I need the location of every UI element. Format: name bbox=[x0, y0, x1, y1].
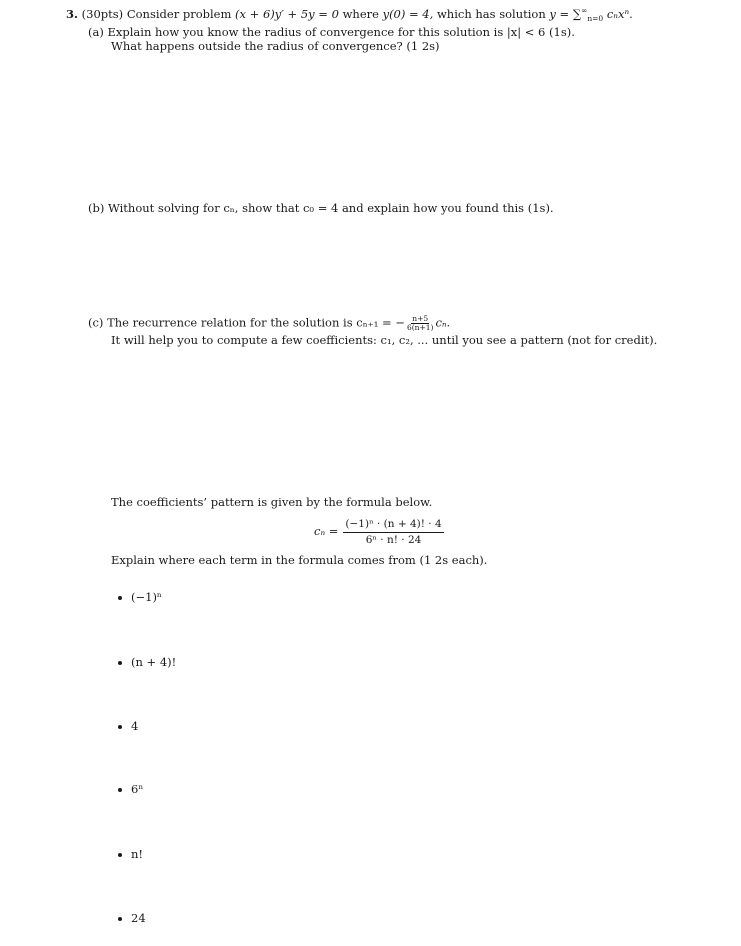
bullet-icon bbox=[118, 917, 122, 921]
part-c-label: (c) bbox=[88, 315, 104, 330]
problem-statement bbox=[66, 6, 633, 23]
part-a-question1: Explain how you know the radius of convergence for this solution is |x| < 6 (1s). bbox=[107, 25, 575, 39]
initial-condition: y(0) = 4, bbox=[382, 6, 434, 21]
part-b bbox=[88, 202, 554, 216]
term-label: (n + 4)! bbox=[131, 655, 177, 669]
sum-lower-limit: n=0 bbox=[587, 14, 604, 24]
recurrence-fraction bbox=[407, 315, 434, 332]
bullet-icon bbox=[118, 661, 122, 665]
bullet-icon bbox=[118, 725, 122, 729]
problem-points: (30pts) bbox=[81, 6, 124, 21]
recurrence-denominator: 6(n+1) bbox=[406, 322, 434, 332]
list-item bbox=[118, 783, 143, 797]
formula-denominator: 6ⁿ · n! · 24 bbox=[365, 533, 422, 546]
bullet-icon bbox=[118, 788, 122, 792]
term-label: 24 bbox=[131, 911, 146, 925]
part-a-question2: What happens outside the radius of convergence? (1 2s) bbox=[111, 39, 440, 53]
term-label: 6ⁿ bbox=[131, 782, 144, 796]
problem-text-pre: Consider problem bbox=[126, 6, 232, 21]
list-item bbox=[118, 848, 143, 862]
list-item bbox=[118, 656, 176, 670]
recurrence-text: The recurrence relation for the solution is cₙ₊₁ = − bbox=[107, 315, 405, 330]
list-item bbox=[118, 591, 162, 605]
formula-numerator: (−1)ⁿ · (n + 4)! · 4 bbox=[343, 518, 443, 533]
part-a-line1 bbox=[88, 26, 575, 40]
solution-term: cₙxⁿ. bbox=[606, 6, 633, 21]
sum-upper-limit: ∞ bbox=[581, 6, 588, 15]
coefficient-formula bbox=[314, 518, 444, 546]
problem-text-mid: which has solution bbox=[436, 6, 546, 21]
list-item bbox=[118, 720, 138, 734]
part-c-hint: It will help you to compute a few coefficients: c₁, c₂, ... until you see a pattern (not for credit). bbox=[111, 333, 658, 347]
part-c-line1 bbox=[88, 315, 450, 332]
formula-lhs: cₙ = bbox=[314, 524, 339, 539]
formula-fraction bbox=[343, 518, 443, 546]
part-b-question: Without solving for cₙ, show that c₀ = 4 and explain how you found this (1s). bbox=[108, 201, 554, 215]
list-item bbox=[118, 912, 146, 926]
term-label: 4 bbox=[131, 719, 139, 733]
pattern-intro: The coefficients’ pattern is given by the formula below. bbox=[111, 495, 433, 509]
bullet-icon bbox=[118, 853, 122, 857]
term-label: n! bbox=[131, 847, 144, 861]
part-a-label: (a) bbox=[88, 25, 104, 39]
problem-number: 3. bbox=[66, 6, 79, 21]
solution-sum: y = ∑ bbox=[549, 6, 582, 21]
explain-instruction: Explain where each term in the formula comes from (1 2s each). bbox=[111, 553, 488, 567]
problem-equation: (x + 6)y′ + 5y = 0 bbox=[235, 6, 339, 21]
recurrence-term: cₙ. bbox=[435, 315, 451, 330]
part-b-label: (b) bbox=[88, 201, 105, 215]
problem-where: where bbox=[342, 6, 379, 21]
recurrence-numerator: n+5 bbox=[412, 314, 429, 323]
term-label: (−1)ⁿ bbox=[131, 590, 162, 604]
bullet-icon bbox=[118, 596, 122, 600]
